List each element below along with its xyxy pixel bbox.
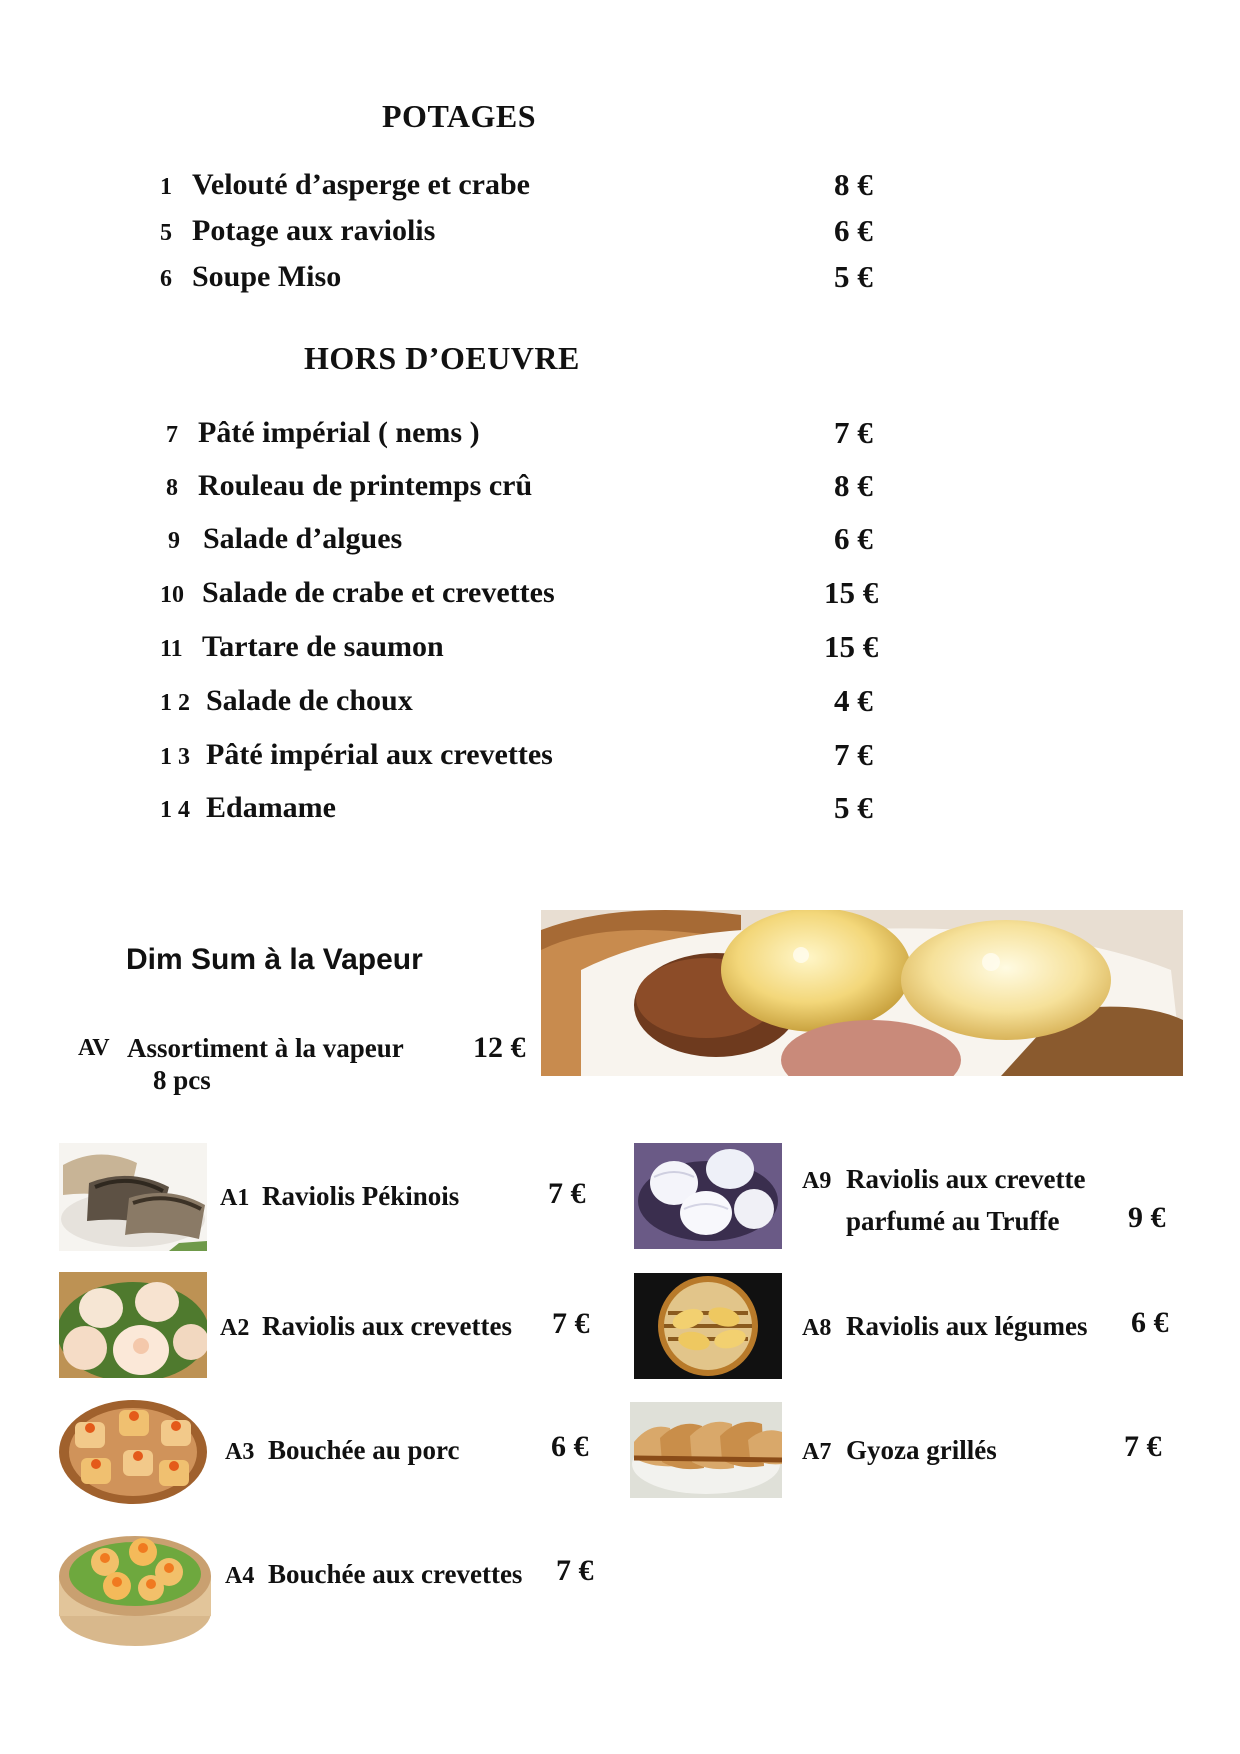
item-number: 11 xyxy=(160,636,183,662)
dim-sum-name: Raviolis aux crevettes xyxy=(262,1311,512,1341)
dim-sum-name-line2: parfumé au Truffe xyxy=(846,1206,1060,1236)
dim-sum-price: 7 € xyxy=(1124,1430,1162,1463)
item-price: 4 € xyxy=(834,683,873,718)
item-name: Rouleau de printemps crû xyxy=(198,469,533,502)
dim-sum-steamer-photo xyxy=(541,910,1183,1076)
dim-sum-name: Bouchée au porc xyxy=(268,1435,460,1465)
item-number: 8 xyxy=(166,475,178,501)
item-price: 5 € xyxy=(834,790,873,825)
item-number: 7 xyxy=(166,422,178,448)
dim-sum-code: A1 xyxy=(220,1185,250,1211)
item-name: Pâté impérial ( nems ) xyxy=(198,416,480,449)
item-name: Potage aux raviolis xyxy=(192,214,436,247)
item-number: 9 xyxy=(168,528,180,554)
item-price: 6 € xyxy=(834,213,873,248)
dim-sum-price: 12 € xyxy=(473,1031,526,1064)
dim-sum-code: A4 xyxy=(225,1563,255,1589)
dim-sum-name: Raviolis Pékinois xyxy=(262,1181,460,1211)
dim-sum-code: A3 xyxy=(225,1439,255,1465)
item-name: Salade de crabe et crevettes xyxy=(202,576,555,609)
item-number: 1 2 xyxy=(160,690,190,716)
shrimp-siumai-photo xyxy=(57,1520,213,1648)
item-name: Salade de choux xyxy=(206,684,413,717)
item-number: 1 4 xyxy=(160,797,190,823)
item-name: Soupe Miso xyxy=(192,260,342,293)
item-number: 10 xyxy=(160,582,184,608)
dim-sum-price: 6 € xyxy=(1131,1306,1169,1339)
dim-sum-price: 7 € xyxy=(552,1307,590,1340)
item-number: 6 xyxy=(160,266,172,292)
dim-sum-code: A2 xyxy=(220,1315,250,1341)
item-name: Edamame xyxy=(206,791,336,824)
dim-sum-code: AV xyxy=(78,1035,110,1061)
item-price: 15 € xyxy=(824,575,879,610)
item-price: 6 € xyxy=(834,521,873,556)
dim-sum-name: Raviolis aux crevette xyxy=(846,1164,1086,1194)
shrimp-dumplings-photo xyxy=(59,1272,207,1378)
dim-sum-name: Assortiment à la vapeur xyxy=(127,1033,404,1063)
potages-title: POTAGES xyxy=(382,98,537,134)
dim-sum-price: 9 € xyxy=(1128,1201,1166,1234)
truffle-shrimp-dumplings-photo xyxy=(634,1143,782,1249)
item-number: 1 3 xyxy=(160,744,190,770)
dim-sum-title: Dim Sum à la Vapeur xyxy=(126,943,423,976)
dim-sum-price: 7 € xyxy=(556,1554,594,1587)
item-name: Tartare de saumon xyxy=(202,630,444,663)
dim-sum-price: 6 € xyxy=(551,1430,589,1463)
item-number: 1 xyxy=(160,174,172,200)
dim-sum-name: Raviolis aux légumes xyxy=(846,1311,1088,1341)
grilled-gyoza-photo xyxy=(630,1402,782,1498)
pork-siumai-photo xyxy=(59,1398,207,1504)
dim-sum-detail: 8 pcs xyxy=(153,1065,211,1095)
dim-sum-price: 7 € xyxy=(548,1177,586,1210)
dim-sum-code: A9 xyxy=(802,1168,832,1194)
item-price: 15 € xyxy=(824,629,879,664)
item-price: 8 € xyxy=(834,167,873,202)
item-price: 7 € xyxy=(834,415,873,450)
dim-sum-name: Gyoza grillés xyxy=(846,1435,997,1465)
dim-sum-name: Bouchée aux crevettes xyxy=(268,1559,523,1589)
item-number: 5 xyxy=(160,220,172,246)
hors-doeuvre-title: HORS D’OEUVRE xyxy=(304,340,580,376)
item-name: Salade d’algues xyxy=(203,522,403,555)
vegetable-dumplings-photo xyxy=(634,1273,782,1379)
item-price: 5 € xyxy=(834,259,873,294)
item-name: Pâté impérial aux crevettes xyxy=(206,738,553,771)
dim-sum-code: A7 xyxy=(802,1439,832,1465)
item-price: 8 € xyxy=(834,468,873,503)
item-price: 7 € xyxy=(834,737,873,772)
peking-dumplings-photo xyxy=(59,1143,207,1251)
dim-sum-code: A8 xyxy=(802,1315,832,1341)
item-name: Velouté d’asperge et crabe xyxy=(192,168,530,201)
